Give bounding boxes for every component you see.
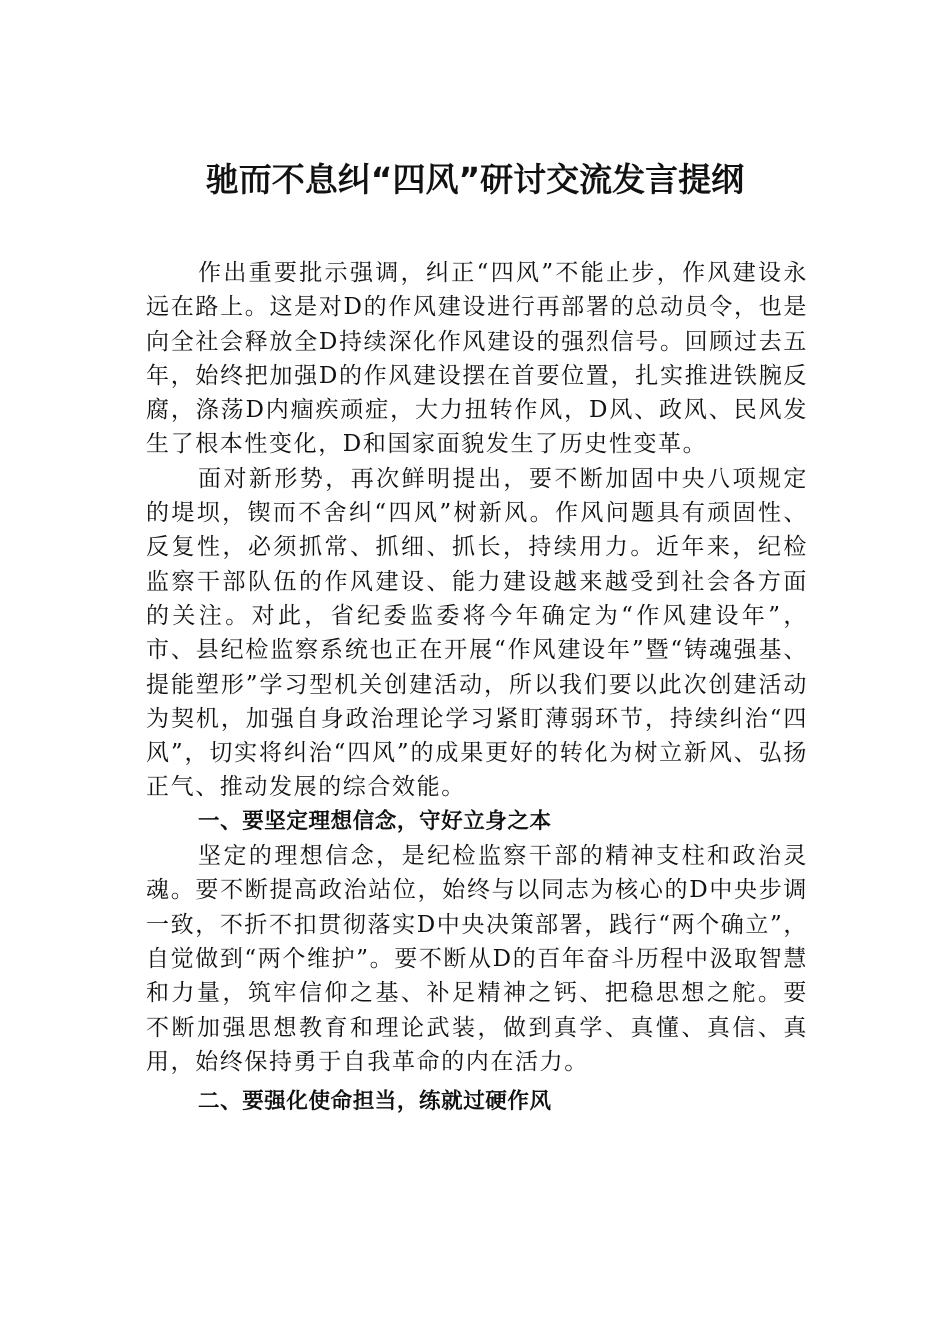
section-heading-1: 一、要坚定理想信念，守好立身之本: [198, 808, 552, 834]
intro-paragraph-1: 作出重要批示强调，纠正“四风”不能止步，作风建设永远在路上。这是对D的作风建设进行再部署的总动员令，也是向全社会释放全D持续深化作风建设的强烈信号。回顾过去五年，始终把加强D的作风建设摆在首要位置，扎实推进铁腕反腐，涤荡D内痼疾顽症，大力扭转作风，D风、政风、民风发生了根本性变化，D和国家面貌发生了历史性变革。: [146, 260, 808, 458]
intro-paragraph-2: 面对新形势，再次鲜明提出，要不断加固中央八项规定的堤坝，锲而不舍纠“四风”树新风。作风问题具有顽固性、反复性，必须抓常、抓细、抓长，持续用力。近年来，纪检监察干部队伍的作风建设、能力建设越来越受到社会各方面的关注。对此，省纪委监委将今年确定为“作风建设年”，市、县纪检监察系统也正在开展“作风建设年”暨“铸魂强基、提能塑形”学习型机关创建活动，所以我们要以此次创建活动为契机，加强自身政治理论学习紧盯薄弱环节，持续纠治“四风”，切实将纠治“四风”的成果更好的转化为树立新风、弘扬正气、推动发展的综合效能。: [146, 465, 808, 801]
document-body: [146, 256, 808, 1119]
document-title: 驰而不息纠“四风”研讨交流发言提纲: [205, 160, 745, 199]
section-heading-2: 二、要强化使命担当，练就过硬作风: [198, 1089, 552, 1115]
section-1-paragraph: 坚定的理想信念，是纪检监察干部的精神支柱和政治灵魂。要不断提高政治站位，始终与以同志为核心的D中央步调一致，不折不扣贯彻落实D中央决策部署，践行“两个确立”，自觉做到“两个维护”。要不断从D的百年奋斗历程中汲取智慧和力量，筑牢信仰之基、补足精神之钙、把稳思想之舵。要不断加强思想教育和理论武装，做到真学、真懂、真信、真用，始终保持勇于自我革命的内在活力。: [146, 843, 808, 1075]
